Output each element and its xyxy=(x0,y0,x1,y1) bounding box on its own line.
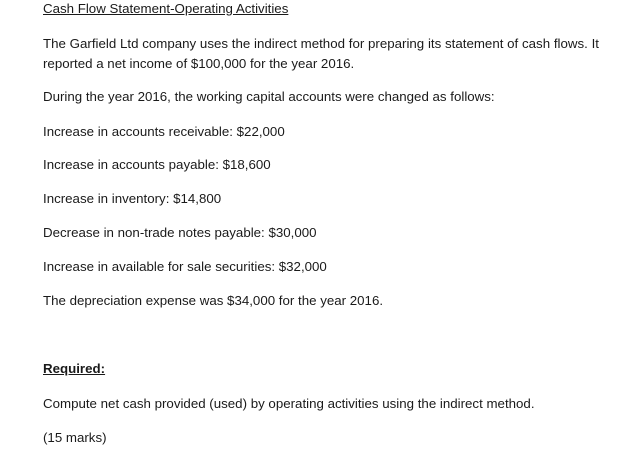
change-item-securities: Increase in available for sale securities: $32,000 xyxy=(43,259,327,274)
changes-intro: During the year 2016, the working capital accounts were changed as follows: xyxy=(43,89,495,104)
change-item-inventory: Increase in inventory: $14,800 xyxy=(43,191,222,206)
marks-line: (15 marks) xyxy=(43,430,107,445)
required-heading: Required: xyxy=(43,361,106,376)
change-item-payable: Increase in accounts payable: $18,600 xyxy=(43,157,271,172)
document-title: Cash Flow Statement-Operating Activities xyxy=(43,1,289,16)
intro-paragraph: The Garfield Ltd company uses the indirect method for preparing its statement of cash flows. It reported a net income of $100,000 for the year 2016. xyxy=(43,36,599,71)
depreciation-line: The depreciation expense was $34,000 for the year 2016. xyxy=(43,293,384,308)
task-line: Compute net cash provided (used) by operating activities using the indirect method. xyxy=(43,396,535,411)
change-item-receivable: Increase in accounts receivable: $22,000 xyxy=(43,124,285,139)
change-item-notes-payable: Decrease in non-trade notes payable: $30,000 xyxy=(43,225,317,240)
